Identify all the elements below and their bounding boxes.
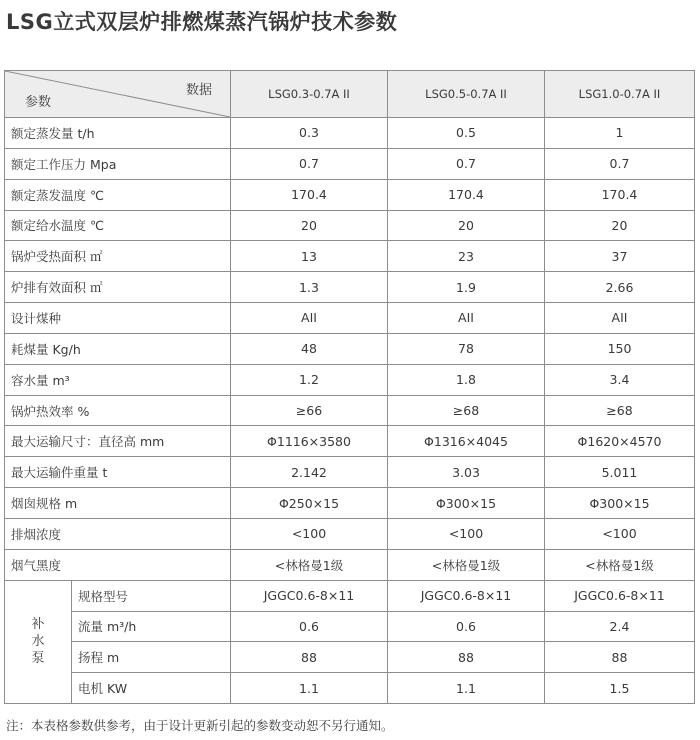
pump-row [5,642,695,673]
row-value: <100 [545,518,695,549]
pump-row-label: 规格型号 [72,580,231,611]
main-rows [5,118,695,581]
row-value: 1.3 [231,272,388,303]
row-label: 额定工作压力 Mpa [5,148,231,179]
row-value: 2.142 [231,457,388,488]
pump-row-value: 1.1 [388,673,545,704]
row-value: 20 [545,210,695,241]
row-value: 48 [231,333,388,364]
table-row [5,179,695,210]
row-label: 额定蒸发温度 ℃ [5,179,231,210]
pump-group-text: 补水泵 [31,617,45,667]
pump-row-value: 1.5 [545,673,695,704]
page-title: LSG立式双层炉排燃煤蒸汽锅炉技术参数 [6,10,398,34]
table-row [5,148,695,179]
pump-group-label [5,580,72,703]
row-value: Φ1620×4570 [545,426,695,457]
row-value: 20 [231,210,388,241]
pump-row-value: 88 [388,642,545,673]
row-value: 170.4 [388,179,545,210]
row-label: 耗煤量 Kg/h [5,333,231,364]
row-value: 1.8 [388,364,545,395]
row-label: 锅炉热效率 % [5,395,231,426]
spec-table [4,70,695,704]
row-value: <100 [388,518,545,549]
pump-rows [5,580,695,703]
row-label: 烟囱规格 m [5,488,231,519]
row-value: 0.3 [231,118,388,149]
pump-row [5,611,695,642]
row-label: 容水量 m³ [5,364,231,395]
pump-row-value: JGGC0.6-8×11 [388,580,545,611]
pump-row [5,580,695,611]
pump-row-value: 2.4 [545,611,695,642]
row-label: 设计煤种 [5,303,231,334]
row-value: ≥68 [388,395,545,426]
footnote: 注：本表格参数供参考，由于设计更新引起的参数变动恕不另行通知。 [6,718,394,733]
model-header-2: LSG0.5-0.7A II [388,71,545,118]
row-value: 170.4 [545,179,695,210]
table-row [5,364,695,395]
table-row [5,488,695,519]
header-data-label: 数据 [185,83,212,98]
row-value: 170.4 [231,179,388,210]
table-row [5,518,695,549]
table-row [5,457,695,488]
row-value: 37 [545,241,695,272]
row-value: Φ300×15 [545,488,695,519]
row-value: 150 [545,333,695,364]
table-row [5,549,695,580]
row-label: 额定蒸发量 t/h [5,118,231,149]
table-row [5,395,695,426]
row-value: 0.5 [388,118,545,149]
pump-row-value: JGGC0.6-8×11 [545,580,695,611]
row-value: AII [231,303,388,334]
row-value: <林格曼1级 [545,549,695,580]
row-value: 0.7 [545,148,695,179]
row-value: 20 [388,210,545,241]
table-row [5,303,695,334]
table-row [5,272,695,303]
header-row [5,71,695,118]
pump-row-value: JGGC0.6-8×11 [231,580,388,611]
row-value: 3.4 [545,364,695,395]
row-label: 额定给水温度 ℃ [5,210,231,241]
row-value: 2.66 [545,272,695,303]
header-param-label: 参数 [25,95,52,110]
row-value: ≥66 [231,395,388,426]
row-value: 0.7 [388,148,545,179]
header-corner-cell [5,71,231,118]
row-label: 烟气黑度 [5,549,231,580]
row-value: Φ250×15 [231,488,388,519]
row-value: 0.7 [231,148,388,179]
row-value: <林格曼1级 [388,549,545,580]
pump-row-label: 流量 m³/h [72,611,231,642]
row-label: 排烟浓度 [5,518,231,549]
table-row [5,426,695,457]
pump-row-value: 88 [545,642,695,673]
row-value: 1.9 [388,272,545,303]
table-row [5,333,695,364]
row-value: AII [388,303,545,334]
model-header-3: LSG1.0-0.7A II [545,71,695,118]
table-row [5,118,695,149]
row-label: 最大运输件重量 t [5,457,231,488]
row-value: 1 [545,118,695,149]
row-label: 炉排有效面积 ㎡ [5,272,231,303]
row-label: 最大运输尺寸：直径高 mm [5,426,231,457]
row-label: 锅炉受热面积 ㎡ [5,241,231,272]
row-value: 23 [388,241,545,272]
row-value: 5.011 [545,457,695,488]
row-value: Φ1116×3580 [231,426,388,457]
row-value: 13 [231,241,388,272]
row-value: ≥68 [545,395,695,426]
row-value: 3.03 [388,457,545,488]
pump-row [5,673,695,704]
pump-row-value: 88 [231,642,388,673]
row-value: 1.2 [231,364,388,395]
row-value: Φ300×15 [388,488,545,519]
pump-row-label: 电机 KW [72,673,231,704]
row-value: Φ1316×4045 [388,426,545,457]
row-value: <林格曼1级 [231,549,388,580]
pump-row-value: 0.6 [388,611,545,642]
row-value: 78 [388,333,545,364]
table-row [5,241,695,272]
pump-row-label: 扬程 m [72,642,231,673]
model-header-1: LSG0.3-0.7A II [231,71,388,118]
row-value: AII [545,303,695,334]
pump-row-value: 1.1 [231,673,388,704]
row-value: <100 [231,518,388,549]
table-row [5,210,695,241]
pump-row-value: 0.6 [231,611,388,642]
